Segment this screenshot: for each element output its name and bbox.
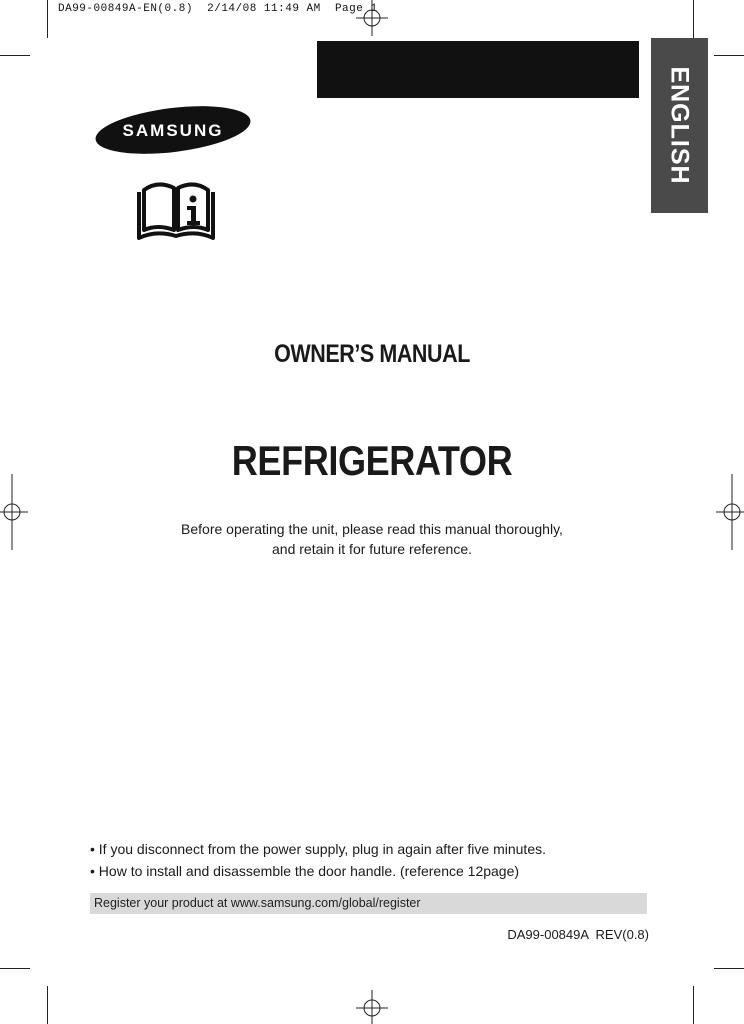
intro-line-2: and retain it for future reference. (272, 541, 472, 557)
language-label: ENGLISH (666, 66, 694, 185)
registration-mark-top (354, 0, 390, 36)
samsung-logo-text: SAMSUNG (122, 121, 224, 140)
product-title: REFRIGERATOR (231, 437, 513, 484)
notes-list (90, 838, 546, 882)
samsung-logo (94, 104, 252, 156)
header-bar (317, 41, 639, 98)
language-tab (651, 38, 708, 213)
registration-mark-bottom (354, 990, 390, 1024)
intro-text (0, 519, 744, 559)
document-number: DA99-00849A REV(0.8) (507, 927, 649, 942)
note-item: • How to install and disassemble the door handle. (reference 12page) (90, 863, 520, 879)
book-info-icon (136, 180, 216, 242)
print-slug: DA99-00849A-EN(0.8) 2/14/08 11:49 AM Page 1 (58, 3, 378, 15)
manual-heading: OWNER’S MANUAL (274, 340, 470, 368)
register-banner: Register your product at www.samsung.com/global/register (90, 893, 647, 914)
intro-line-1: Before operating the unit, please read this manual thoroughly, (181, 521, 563, 537)
note-item: • If you disconnect from the power supply, plug in again after five minutes. (90, 841, 546, 857)
